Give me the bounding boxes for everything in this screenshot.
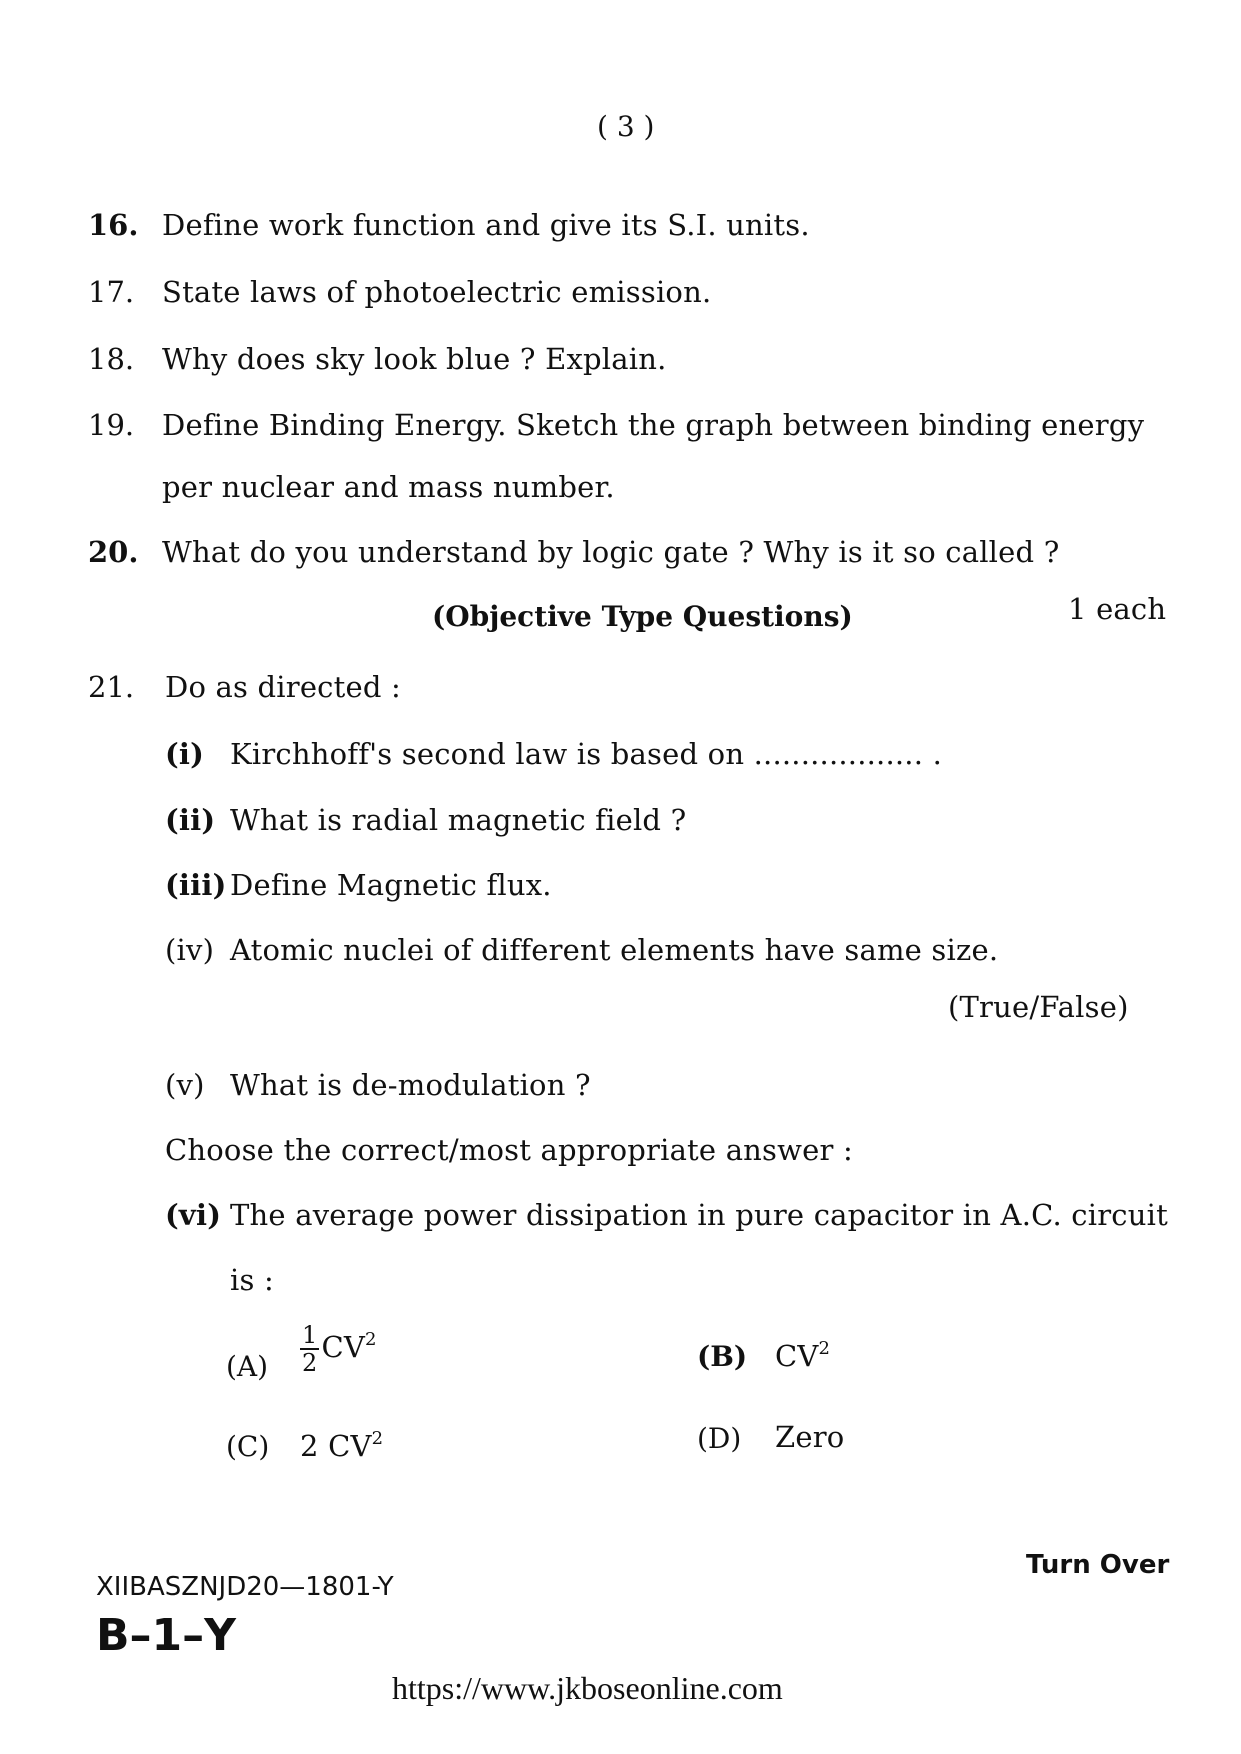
sub-question-label: (vi) bbox=[165, 1198, 222, 1232]
page-number: ( 3 ) bbox=[597, 110, 655, 143]
sub-question-label: (v) bbox=[165, 1068, 205, 1102]
instruction-text: Choose the correct/most appropriate answer : bbox=[165, 1133, 853, 1167]
option-d-value: Zero bbox=[775, 1420, 845, 1454]
option-label: (D) bbox=[697, 1422, 742, 1455]
question-text: Define Binding Energy. Sketch the graph between binding energy bbox=[162, 408, 1145, 442]
option-label: (B) bbox=[697, 1340, 748, 1373]
fraction-numerator: 1 bbox=[302, 1321, 318, 1349]
question-number: 17. bbox=[88, 275, 135, 309]
question-number: 18. bbox=[88, 342, 135, 376]
sub-question-text: Define Magnetic flux. bbox=[230, 868, 552, 902]
option-text: CV bbox=[775, 1339, 819, 1373]
question-text: Define work function and give its S.I. units. bbox=[162, 208, 810, 242]
sub-question-text: What is de-modulation ? bbox=[230, 1068, 591, 1102]
section-heading: (Objective Type Questions) bbox=[432, 600, 853, 633]
sub-question-text: Atomic nuclei of different elements have same size. bbox=[230, 933, 999, 967]
marks-note: 1 each bbox=[1068, 592, 1167, 626]
superscript: 2 bbox=[371, 1428, 384, 1449]
sub-question-text-continued: is : bbox=[230, 1263, 274, 1297]
option-text: 2 CV bbox=[300, 1429, 372, 1463]
sub-question-label: (iii) bbox=[165, 868, 227, 902]
option-label: (C) bbox=[226, 1430, 270, 1463]
question-number: 16. bbox=[88, 208, 139, 242]
option-text: CV bbox=[321, 1330, 366, 1364]
fraction bbox=[300, 1322, 319, 1376]
superscript: 2 bbox=[365, 1329, 377, 1350]
paper-code: XIIBASZNJD20—1801-Y bbox=[96, 1572, 394, 1602]
true-false-note: (True/False) bbox=[948, 990, 1129, 1024]
superscript: 2 bbox=[818, 1338, 831, 1359]
question-number: 19. bbox=[88, 408, 135, 442]
sub-question-label: (iv) bbox=[165, 933, 215, 967]
question-number: 21. bbox=[88, 670, 135, 704]
option-b-value bbox=[775, 1338, 830, 1373]
question-text-continued: per nuclear and mass number. bbox=[162, 470, 615, 504]
question-text: Why does sky look blue ? Explain. bbox=[162, 342, 667, 376]
sub-question-label: (i) bbox=[165, 737, 205, 771]
question-number: 20. bbox=[88, 535, 139, 569]
option-a-value bbox=[300, 1322, 377, 1376]
turn-over-note: Turn Over bbox=[1026, 1550, 1170, 1580]
option-label: (A) bbox=[226, 1350, 269, 1383]
sub-question-text: The average power dissipation in pure capacitor in A.C. circuit bbox=[230, 1198, 1168, 1232]
question-text: Do as directed : bbox=[165, 670, 401, 704]
sub-question-text: Kirchhoff's second law is based on .................. . bbox=[230, 737, 942, 771]
source-url[interactable]: https://www.jkboseonline.com bbox=[392, 1670, 783, 1706]
option-c-value bbox=[300, 1428, 383, 1463]
question-text: State laws of photoelectric emission. bbox=[162, 275, 712, 309]
question-text: What do you understand by logic gate ? Why is it so called ? bbox=[162, 535, 1060, 569]
sub-question-text: What is radial magnetic field ? bbox=[230, 803, 687, 837]
sub-question-label: (ii) bbox=[165, 803, 216, 837]
fraction-denominator: 2 bbox=[302, 1349, 318, 1377]
paper-series: B–1–Y bbox=[96, 1610, 237, 1661]
